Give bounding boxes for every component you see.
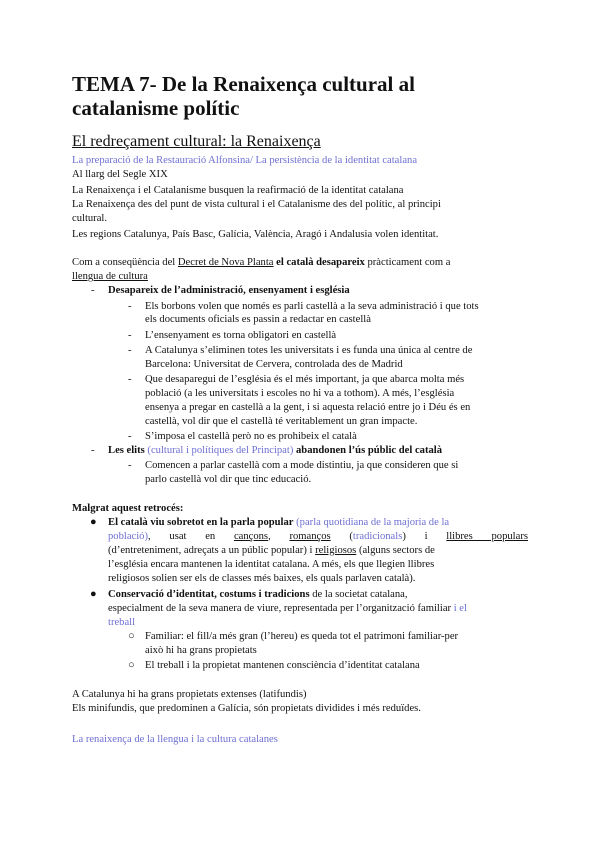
point1-item4-line1: Que desaparegui de l’església és el més important, ja que abarca molta més: [145, 374, 465, 385]
document-title-line1: TEMA 7- De la Renaixença cultural al: [72, 72, 415, 96]
dash-marker: -: [128, 330, 132, 341]
consequence-pre: Com a conseqüència del: [72, 257, 178, 268]
point1-item2: L’ensenyament es torna obligatori en castellà: [145, 330, 337, 341]
text-fragment: ) i: [402, 531, 447, 542]
closing-line-1: A Catalunya hi ha grans propietats extenses (latifundis): [72, 689, 307, 700]
retroces-b2-line1: [108, 588, 408, 601]
text-fragment: (: [330, 531, 353, 542]
text-fragment: de la societat catalana,: [309, 589, 408, 600]
next-section-heading: La renaixença de la llengua i la cultura catalanes: [72, 734, 278, 745]
retroces-b1-paren: (parla quotidiana de la majoria de la: [293, 517, 450, 528]
intro-line-4: cultural.: [72, 213, 108, 224]
document-title: [72, 72, 415, 120]
text-fragment: (alguns sectors de: [356, 545, 435, 556]
section-heading: El redreçament cultural: la Renaixença: [72, 133, 321, 150]
point1-item5: S’imposa el castellà però no es prohibeix el català: [145, 431, 357, 442]
dash-marker: -: [128, 345, 132, 356]
closing-line-2: Els minifundis, que predominen a Galícia, són propietats dividides i més reduïdes.: [72, 703, 421, 714]
retroces-b1-line1: [108, 516, 449, 529]
llibres-populars-text: llibres populars: [446, 531, 528, 542]
retroces-b2-bold: Conservació d’identitat, costums i tradicions: [108, 589, 310, 600]
text-fragment: ,: [268, 531, 290, 542]
point2-heading: [108, 444, 442, 457]
consequence-line-2: llengua de cultura: [72, 271, 148, 282]
text-fragment: especialment de la seva manera de viure, representada per l’organització familiar: [108, 603, 452, 614]
dash-marker: -: [91, 285, 95, 296]
point1-item3-line1: A Catalunya s’eliminen totes les universitats i es funda una única al centre de: [145, 345, 473, 356]
retroces-c2: El treball i la propietat mantenen consciència d’identitat catalana: [145, 660, 420, 671]
point1-item3-line2: Barcelona: Universitat de Cervera, controlada des de Madrid: [145, 359, 403, 370]
consequence-line-1: [72, 256, 450, 269]
dash-marker: -: [91, 445, 95, 456]
point1-item1-line1: Els borbons volen que només es parli castellà a la seva administració i que tots: [145, 301, 479, 312]
consequence-bold: el català desapareix: [273, 257, 365, 268]
circle-marker: ○: [128, 659, 135, 671]
point2-paren: (cultural i polítiques del Principat): [144, 445, 294, 456]
religiosos-text: religiosos: [315, 545, 357, 556]
cancons-text: cançons: [233, 531, 269, 542]
bullet-marker: ●: [90, 516, 97, 528]
retroces-b2-line3: treball: [108, 617, 136, 628]
point1-heading: Desapareix de l’administració, ensenyament i església: [108, 285, 350, 296]
dash-marker: -: [128, 431, 132, 442]
point2-bold2: abandonen l’ús públic del català: [293, 445, 443, 456]
retroces-b1-line2: [108, 530, 528, 543]
document-title-line2: catalanisme polític: [72, 96, 240, 120]
retroces-c1-line1: Familiar: el fill/a més gran (l’hereu) es queda tot el patrimoni familiar-per: [145, 631, 459, 642]
retroces-b1-line4: l’església encara mantenen la identitat catalana. A més, els que llegien llibres: [108, 559, 435, 570]
intro-line-2: La Renaixença i el Catalanisme busquen la reafirmació de la identitat catalana: [72, 185, 404, 196]
point1-item4-line2: població (a les universitats i escoles no hi va a tothom). A més, l’església: [145, 388, 455, 399]
text-fragment: (d’entreteniment, adreçats a un públic popular) i: [108, 545, 316, 556]
dash-marker: -: [128, 301, 132, 312]
circle-marker: ○: [128, 630, 135, 642]
intro-line-5: Les regions Catalunya, País Basc, Galícia, València, Aragó i Andalusia volen identitat.: [72, 229, 439, 240]
romancos-text: romanços: [289, 531, 331, 542]
text-fragment: , usat en: [148, 531, 234, 542]
point2-item1-line1: Comencen a parlar castellà com a mode distintiu, ja que consideren que si: [145, 460, 459, 471]
decree-link-text: Decret de Nova Planta: [177, 257, 274, 268]
bullet-marker: ●: [90, 588, 97, 600]
retroces-b1-line5: religiosos solien ser els de classes més baixes, els quals parlaven català).: [108, 573, 416, 584]
intro-line-3: La Renaixença des del punt de vista cultural i el Catalanisme des del polític, al principi: [72, 199, 441, 210]
section-subtitle: La preparació de la Restauració Alfonsina/ La persistència de la identitat catalana: [72, 155, 418, 166]
dash-marker: -: [128, 374, 132, 385]
poblacio-text: població): [108, 531, 149, 542]
point1-item4-line4: castellà, vol dir que el castellà té veritablement un gran impacte.: [145, 416, 418, 427]
retroces-b1-bold: El català viu sobretot en la parla popular: [108, 517, 294, 528]
point1-item4-line3: ensenya a pregar en castellà a la gent, i si aquesta relació entre jo i Déu és en: [145, 402, 471, 413]
retroces-b2-line2: [108, 602, 467, 615]
point2-bold1: Les elits: [108, 445, 145, 456]
point1-item1-line2: els documents oficials es passin a redactar en castellà: [145, 314, 371, 325]
tradicionals-text: tradicionals: [352, 531, 403, 542]
retroces-heading: Malgrat aquest retrocés:: [72, 503, 184, 514]
treball-text: i el: [451, 603, 467, 614]
point2-item1-line2: parlo castellà vol dir que tinc educació.: [145, 474, 312, 485]
consequence-post: pràcticament com a: [364, 257, 451, 268]
retroces-b1-line3: [108, 544, 435, 557]
retroces-c1-line2: això hi ha grans propietats: [145, 645, 257, 656]
intro-line-1: Al llarg del Segle XIX: [72, 169, 168, 180]
dash-marker: -: [128, 460, 132, 471]
